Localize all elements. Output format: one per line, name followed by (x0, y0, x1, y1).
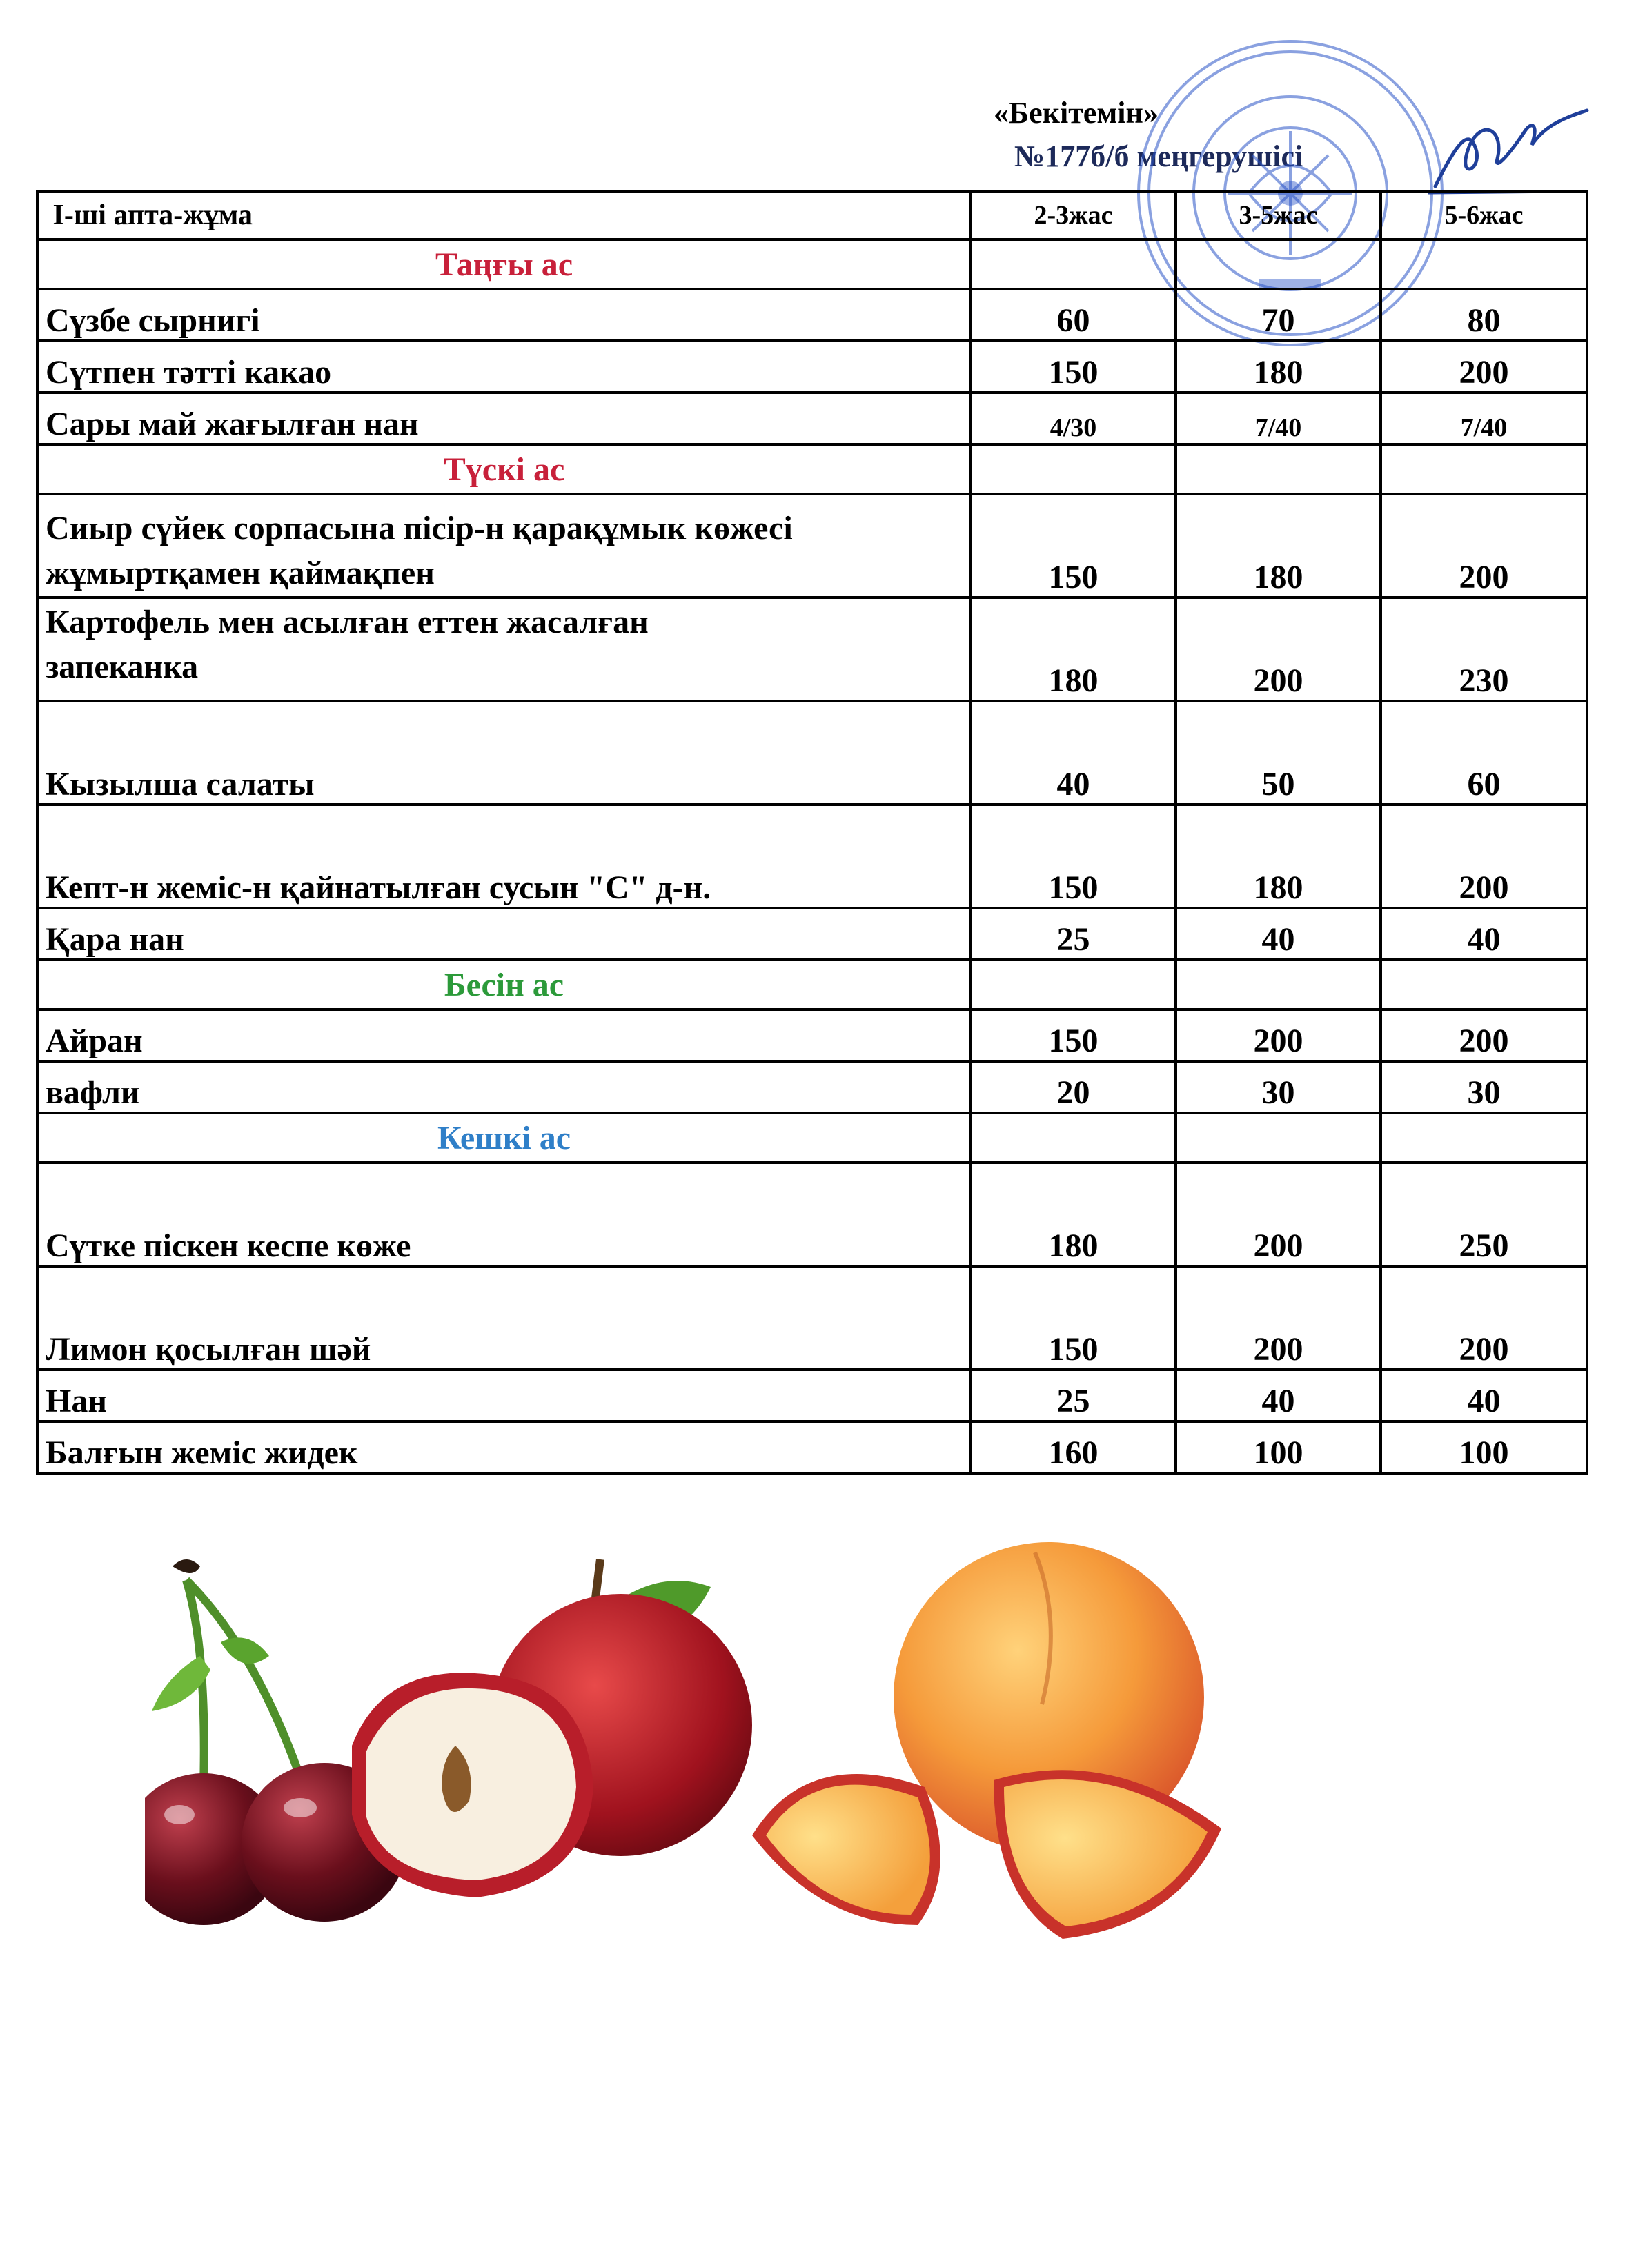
empty-cell (1381, 239, 1587, 289)
portion-5-6: 250 (1381, 1163, 1587, 1266)
table-row (37, 494, 1587, 598)
portion-5-6: 40 (1381, 1370, 1587, 1421)
dish-name: Кепт-н жеміс-н қайнатылған сусын "С" д-н. (37, 805, 971, 908)
portion-2-3: 150 (971, 1009, 1176, 1061)
portion-2-3: 4/30 (971, 393, 1176, 444)
dish-name-line: Сиыр сүйек сорпасына пісір-н қарақұмык көжесі (46, 510, 793, 547)
empty-cell (1176, 960, 1381, 1009)
empty-cell (1381, 960, 1587, 1009)
portion-2-3: 40 (971, 701, 1176, 805)
table-row (37, 908, 1587, 960)
portion-2-3: 25 (971, 1370, 1176, 1421)
dish-name: Айран (37, 1009, 971, 1061)
dish-name-line: запеканка (46, 649, 199, 686)
empty-cell (1176, 444, 1381, 494)
section-row-breakfast (37, 239, 1587, 289)
portion-5-6: 230 (1381, 598, 1587, 701)
portion-2-3: 150 (971, 1266, 1176, 1370)
portion-2-3: 160 (971, 1421, 1176, 1473)
dish-name: Сүтпен тәтті какао (37, 341, 971, 393)
portion-5-6: 200 (1381, 1009, 1587, 1061)
table-row (37, 1370, 1587, 1421)
portion-3-5: 200 (1176, 1163, 1381, 1266)
portion-3-5: 100 (1176, 1421, 1381, 1473)
table-row (37, 701, 1587, 805)
portion-5-6: 7/40 (1381, 393, 1587, 444)
table-row (37, 1266, 1587, 1370)
dish-name (37, 494, 971, 598)
portion-2-3: 20 (971, 1061, 1176, 1113)
header-col-5-6: 5-6жас (1381, 191, 1587, 239)
signature-icon (1428, 103, 1594, 200)
section-row-dinner (37, 1113, 1587, 1163)
table-row (37, 805, 1587, 908)
header-col-2-3: 2-3жас (971, 191, 1176, 239)
dish-name-line: Картофель мен асылған еттен жасалған (46, 604, 649, 641)
empty-cell (971, 239, 1176, 289)
fruit-illustration-icon (145, 1539, 1297, 2132)
empty-cell (1381, 444, 1587, 494)
portion-2-3: 60 (971, 289, 1176, 341)
empty-cell (1176, 239, 1381, 289)
dish-name: Нан (37, 1370, 971, 1421)
table-row (37, 341, 1587, 393)
portion-5-6: 60 (1381, 701, 1587, 805)
table-row (37, 1421, 1587, 1473)
table-row (37, 289, 1587, 341)
dish-name-line: жұмыртқамен қаймақпен (46, 555, 435, 592)
portion-3-5: 30 (1176, 1061, 1381, 1113)
dish-name: Лимон қосылған шәй (37, 1266, 971, 1370)
portion-5-6: 200 (1381, 1266, 1587, 1370)
table-row (37, 393, 1587, 444)
portion-5-6: 30 (1381, 1061, 1587, 1113)
portion-2-3: 150 (971, 805, 1176, 908)
approval-title: «Бекітемін» (994, 96, 1159, 130)
portion-3-5: 200 (1176, 1266, 1381, 1370)
portion-3-5: 50 (1176, 701, 1381, 805)
portion-5-6: 100 (1381, 1421, 1587, 1473)
portion-3-5: 40 (1176, 908, 1381, 960)
table-row (37, 1009, 1587, 1061)
portion-5-6: 200 (1381, 494, 1587, 598)
portion-3-5: 7/40 (1176, 393, 1381, 444)
portion-2-3: 25 (971, 908, 1176, 960)
portion-3-5: 200 (1176, 598, 1381, 701)
table-header-row (37, 191, 1587, 239)
empty-cell (1381, 1113, 1587, 1163)
table-row (37, 1163, 1587, 1266)
section-title: Таңғы ас (37, 239, 971, 289)
dish-name: Балғын жеміс жидек (37, 1421, 971, 1473)
menu-table (36, 190, 1588, 1475)
portion-5-6: 200 (1381, 805, 1587, 908)
section-row-snack (37, 960, 1587, 1009)
table-row (37, 1061, 1587, 1113)
portion-2-3: 150 (971, 494, 1176, 598)
portion-5-6: 200 (1381, 341, 1587, 393)
dish-name: Сары май жағылған нан (37, 393, 971, 444)
section-title: Кешкі ас (37, 1113, 971, 1163)
portion-2-3: 180 (971, 1163, 1176, 1266)
dish-name (37, 598, 971, 701)
portion-3-5: 40 (1176, 1370, 1381, 1421)
dish-name: вафли (37, 1061, 971, 1113)
portion-2-3: 180 (971, 598, 1176, 701)
dish-name: Кызылша салаты (37, 701, 971, 805)
empty-cell (971, 1113, 1176, 1163)
dish-name: Қара нан (37, 908, 971, 960)
section-title: Түскі ас (37, 444, 971, 494)
portion-3-5: 180 (1176, 805, 1381, 908)
header-col-3-5: 3-5жас (1176, 191, 1381, 239)
portion-3-5: 70 (1176, 289, 1381, 341)
portion-5-6: 80 (1381, 289, 1587, 341)
section-title: Бесін ас (37, 960, 971, 1009)
header-title (37, 191, 971, 239)
portion-3-5: 180 (1176, 341, 1381, 393)
portion-3-5: 180 (1176, 494, 1381, 598)
approval-head-title: №177б/б меңгерушісі (1014, 139, 1303, 173)
empty-cell (971, 444, 1176, 494)
portion-3-5: 200 (1176, 1009, 1381, 1061)
dish-name: Сүзбе сырнигі (37, 289, 971, 341)
header-title-text: І-ші апта-жұма (52, 199, 253, 231)
dish-name: Сүтке піскен кеспе көже (37, 1163, 971, 1266)
portion-5-6: 40 (1381, 908, 1587, 960)
empty-cell (1176, 1113, 1381, 1163)
portion-2-3: 150 (971, 341, 1176, 393)
section-row-lunch (37, 444, 1587, 494)
table-row (37, 598, 1587, 701)
empty-cell (971, 960, 1176, 1009)
